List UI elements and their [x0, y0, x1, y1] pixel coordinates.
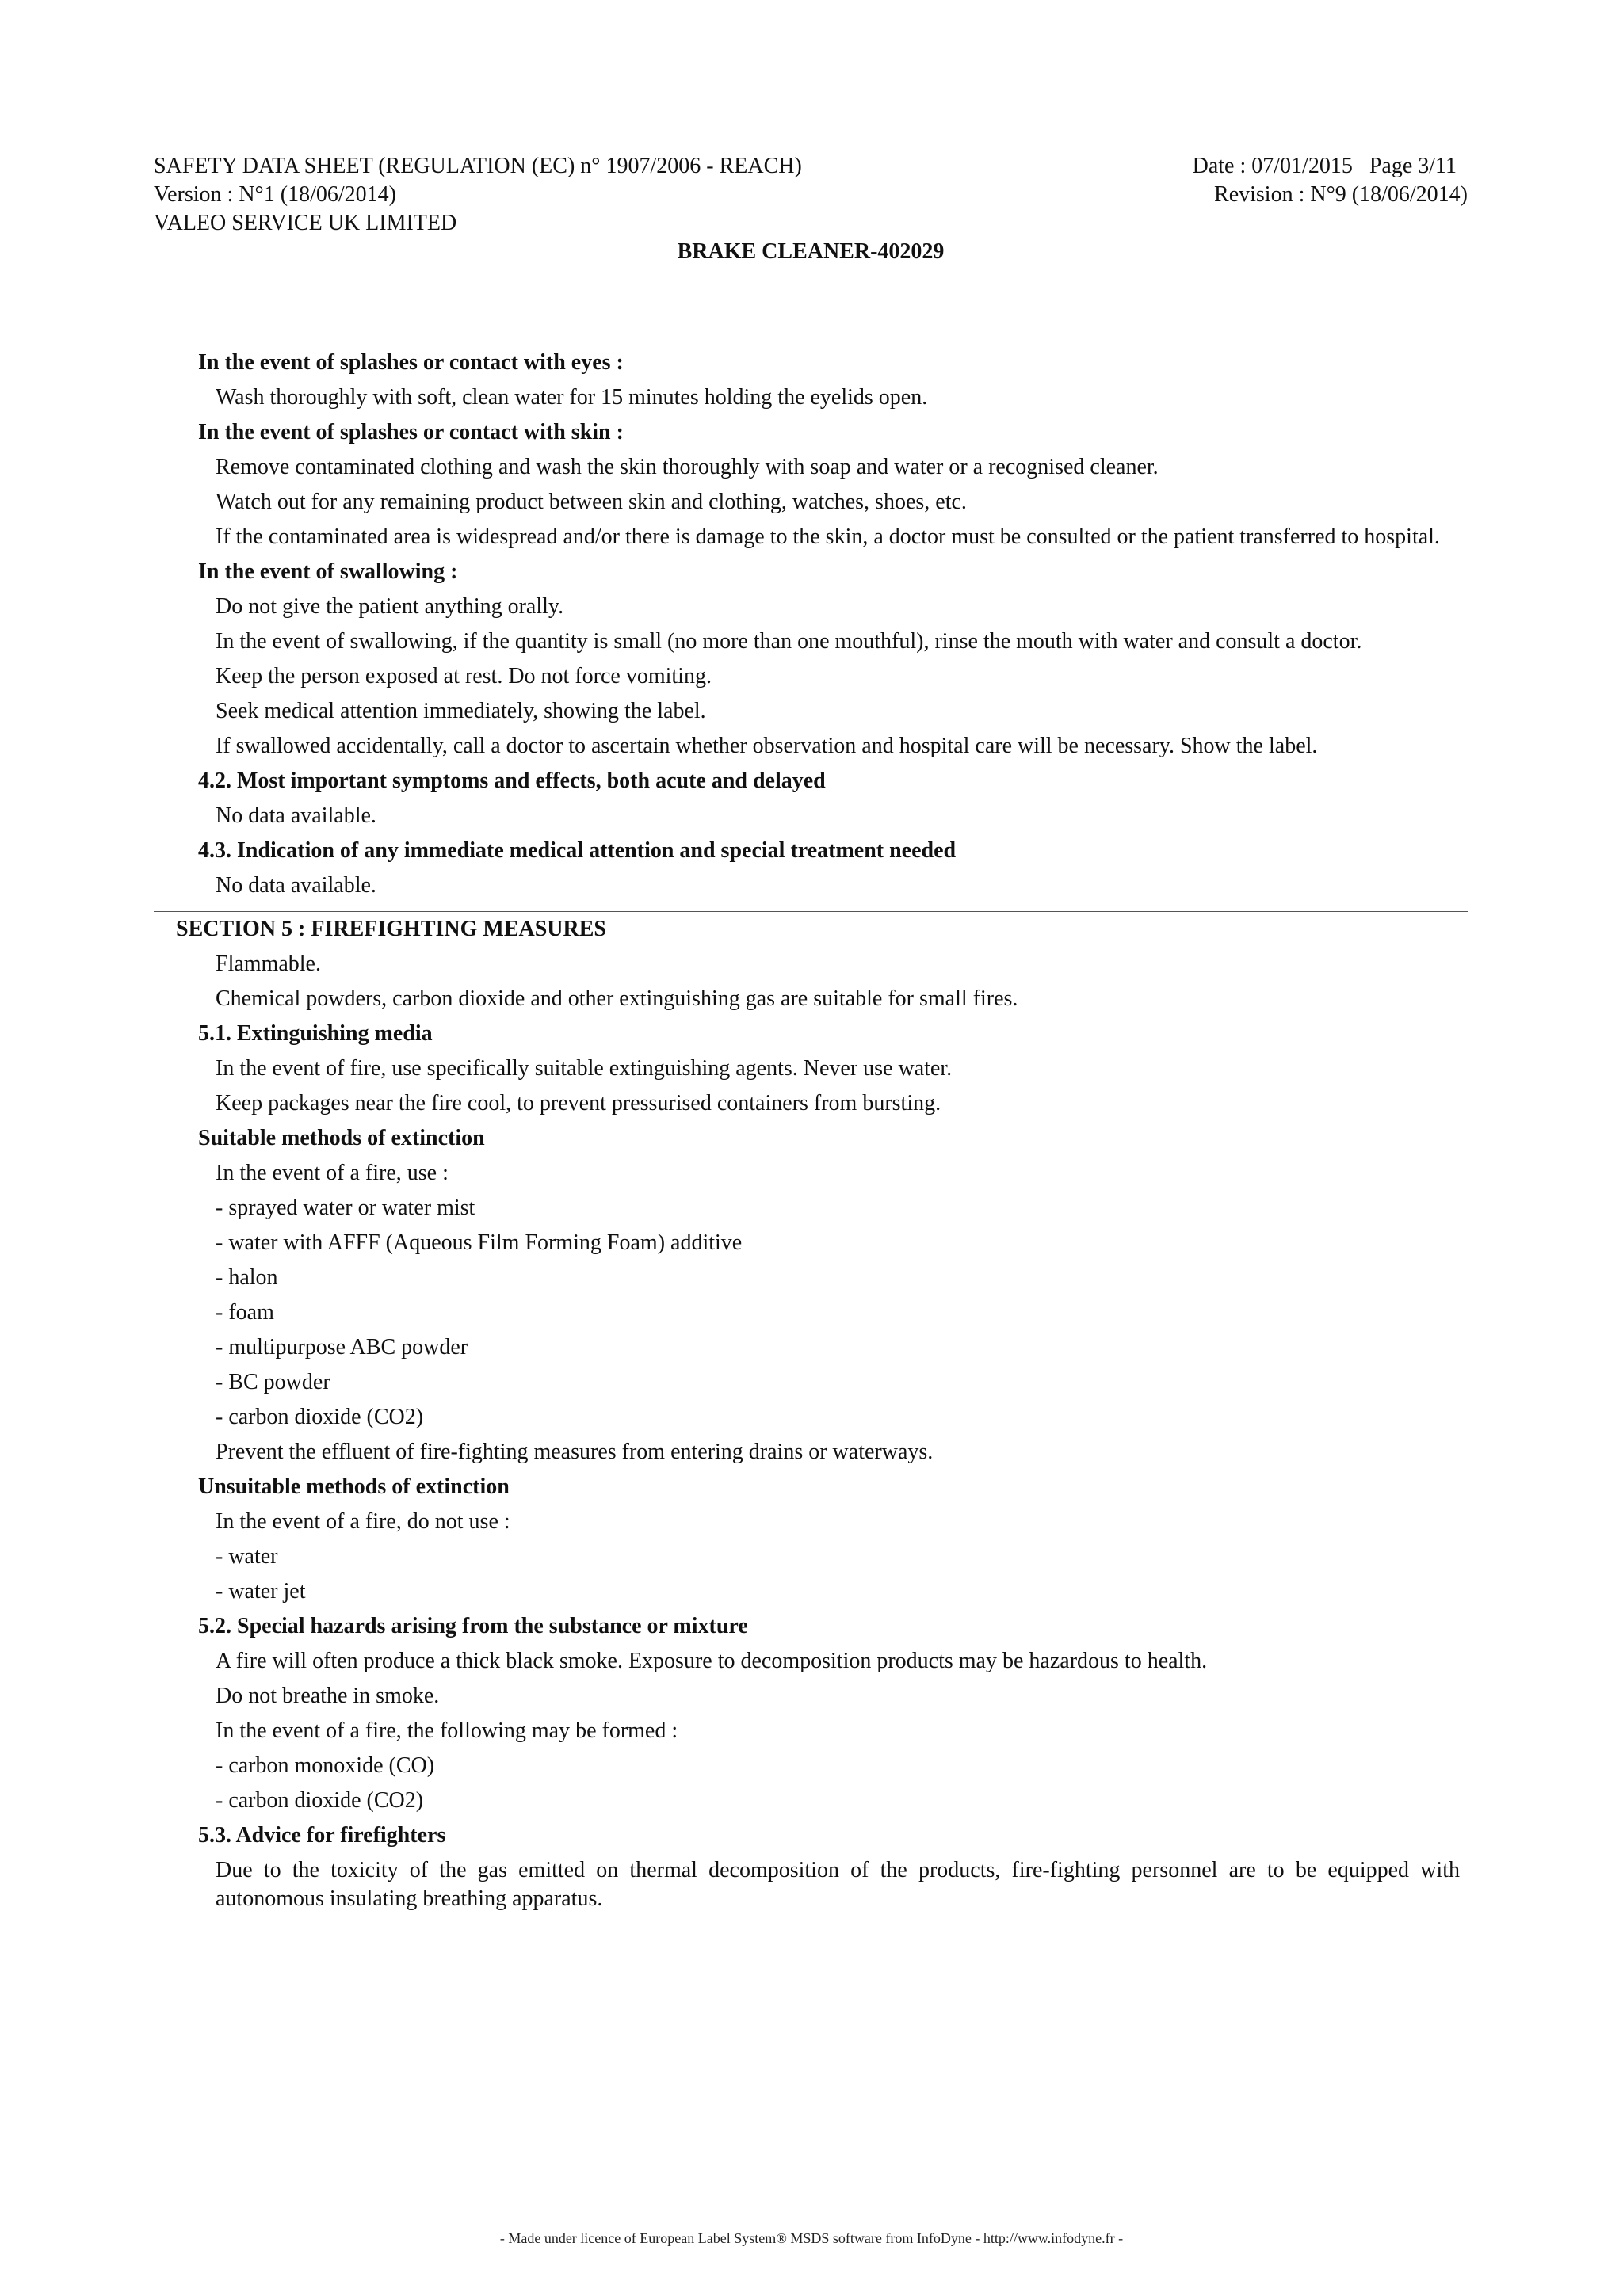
date-label: Date : 07/01/2015 [1192, 154, 1353, 178]
paragraph: In the event of a fire, do not use : [216, 1509, 510, 1534]
paragraph: Flammable. [216, 952, 321, 976]
list-item: - carbon dioxide (CO2) [216, 1788, 424, 1813]
list-item: - BC powder [216, 1370, 330, 1394]
paragraph: Seek medical attention immediately, showing the label. [216, 699, 706, 723]
document-body [154, 345, 1468, 1917]
section-5-1-heading: 5.1. Extinguishing media [198, 1021, 433, 1046]
paragraph: Do not give the patient anything orally. [216, 594, 564, 619]
paragraph: In the event of a fire, use : [216, 1161, 449, 1185]
revision-line: Revision : N°9 (18/06/2014) [1214, 182, 1468, 207]
paragraph: Keep the person exposed at rest. Do not force vomiting. [216, 664, 712, 688]
suitable-methods-heading: Suitable methods of extinction [198, 1126, 485, 1150]
list-item: - water [216, 1544, 278, 1569]
swallowing-heading: In the event of swallowing : [198, 559, 458, 584]
paragraph: Wash thoroughly with soft, clean water for 15 minutes holding the eyelids open. [216, 385, 928, 410]
paragraph: Remove contaminated clothing and wash the skin thoroughly with soap and water or a recognised cleaner. [216, 455, 1159, 479]
paragraph: Do not breathe in smoke. [216, 1684, 440, 1708]
section-5-2-heading: 5.2. Special hazards arising from the substance or mixture [198, 1614, 748, 1638]
company-name: VALEO SERVICE UK LIMITED [154, 211, 457, 235]
list-item: - carbon monoxide (CO) [216, 1753, 435, 1778]
paragraph: If swallowed accidentally, call a doctor to ascertain whether observation and hospital care will be necessary. Show the label. [216, 734, 1318, 758]
list-item: - carbon dioxide (CO2) [216, 1405, 424, 1429]
paragraph: Prevent the effluent of fire-fighting measures from entering drains or waterways. [216, 1440, 934, 1464]
list-item: - multipurpose ABC powder [216, 1335, 468, 1360]
sds-regulation-title: SAFETY DATA SHEET (REGULATION (EC) n° 1907/2006 - REACH) [154, 154, 802, 178]
skin-heading: In the event of splashes or contact with skin : [198, 420, 624, 444]
date-page-line [1071, 152, 1468, 181]
version-line: Version : N°1 (18/06/2014) [154, 182, 396, 207]
paragraph: Keep packages near the fire cool, to prevent pressurised containers from bursting. [216, 1091, 941, 1116]
paragraph: Chemical powders, carbon dioxide and other extinguishing gas are suitable for small fires. [216, 986, 1018, 1011]
header-right-block [1071, 152, 1468, 209]
page-footer: - Made under licence of European Label System® MSDS software from InfoDyne - http://www.infodyne.fr - [499, 2230, 1124, 2246]
paragraph: If the contaminated area is widespread and/or there is damage to the skin, a doctor must be consulted or the patient transferred to hospital. [216, 524, 1440, 549]
eyes-heading: In the event of splashes or contact with eyes : [198, 350, 624, 375]
paragraph: In the event of a fire, the following may be formed : [216, 1718, 678, 1743]
paragraph: Watch out for any remaining product between skin and clothing, watches, shoes, etc. [216, 490, 967, 514]
list-item: - water with AFFF (Aqueous Film Forming Foam) additive [216, 1230, 743, 1255]
paragraph: No data available. [216, 803, 376, 828]
page-number: Page 3/11 [1369, 154, 1457, 178]
section-4-3-heading: 4.3. Indication of any immediate medical attention and special treatment needed [198, 838, 957, 863]
list-item: - water jet [216, 1579, 306, 1604]
list-item: - foam [216, 1300, 274, 1325]
paragraph: Due to the toxicity of the gas emitted on thermal decomposition of the products, fire-fighting personnel are to be equipped with autonomous insulating breathing apparatus. [216, 1858, 1460, 1911]
section-5-3-heading: 5.3. Advice for firefighters [198, 1823, 446, 1848]
section-4-2-heading: 4.2. Most important symptoms and effects, both acute and delayed [198, 769, 826, 793]
section-5-heading: SECTION 5 : FIREFIGHTING MEASURES [176, 917, 606, 941]
unsuitable-methods-heading: Unsuitable methods of extinction [198, 1474, 510, 1499]
product-title: BRAKE CLEANER-402029 [677, 239, 945, 264]
list-item: - sprayed water or water mist [216, 1196, 475, 1220]
header-left-block [154, 152, 1025, 238]
paragraph: A fire will often produce a thick black smoke. Exposure to decomposition products may be hazardous to health. [216, 1649, 1208, 1673]
paragraph: In the event of swallowing, if the quantity is small (no more than one mouthful), rinse the mouth with water and consult a doctor. [216, 629, 1362, 654]
paragraph: In the event of fire, use specifically suitable extinguishing agents. Never use water. [216, 1056, 953, 1081]
list-item: - halon [216, 1265, 278, 1290]
paragraph: No data available. [216, 873, 376, 898]
